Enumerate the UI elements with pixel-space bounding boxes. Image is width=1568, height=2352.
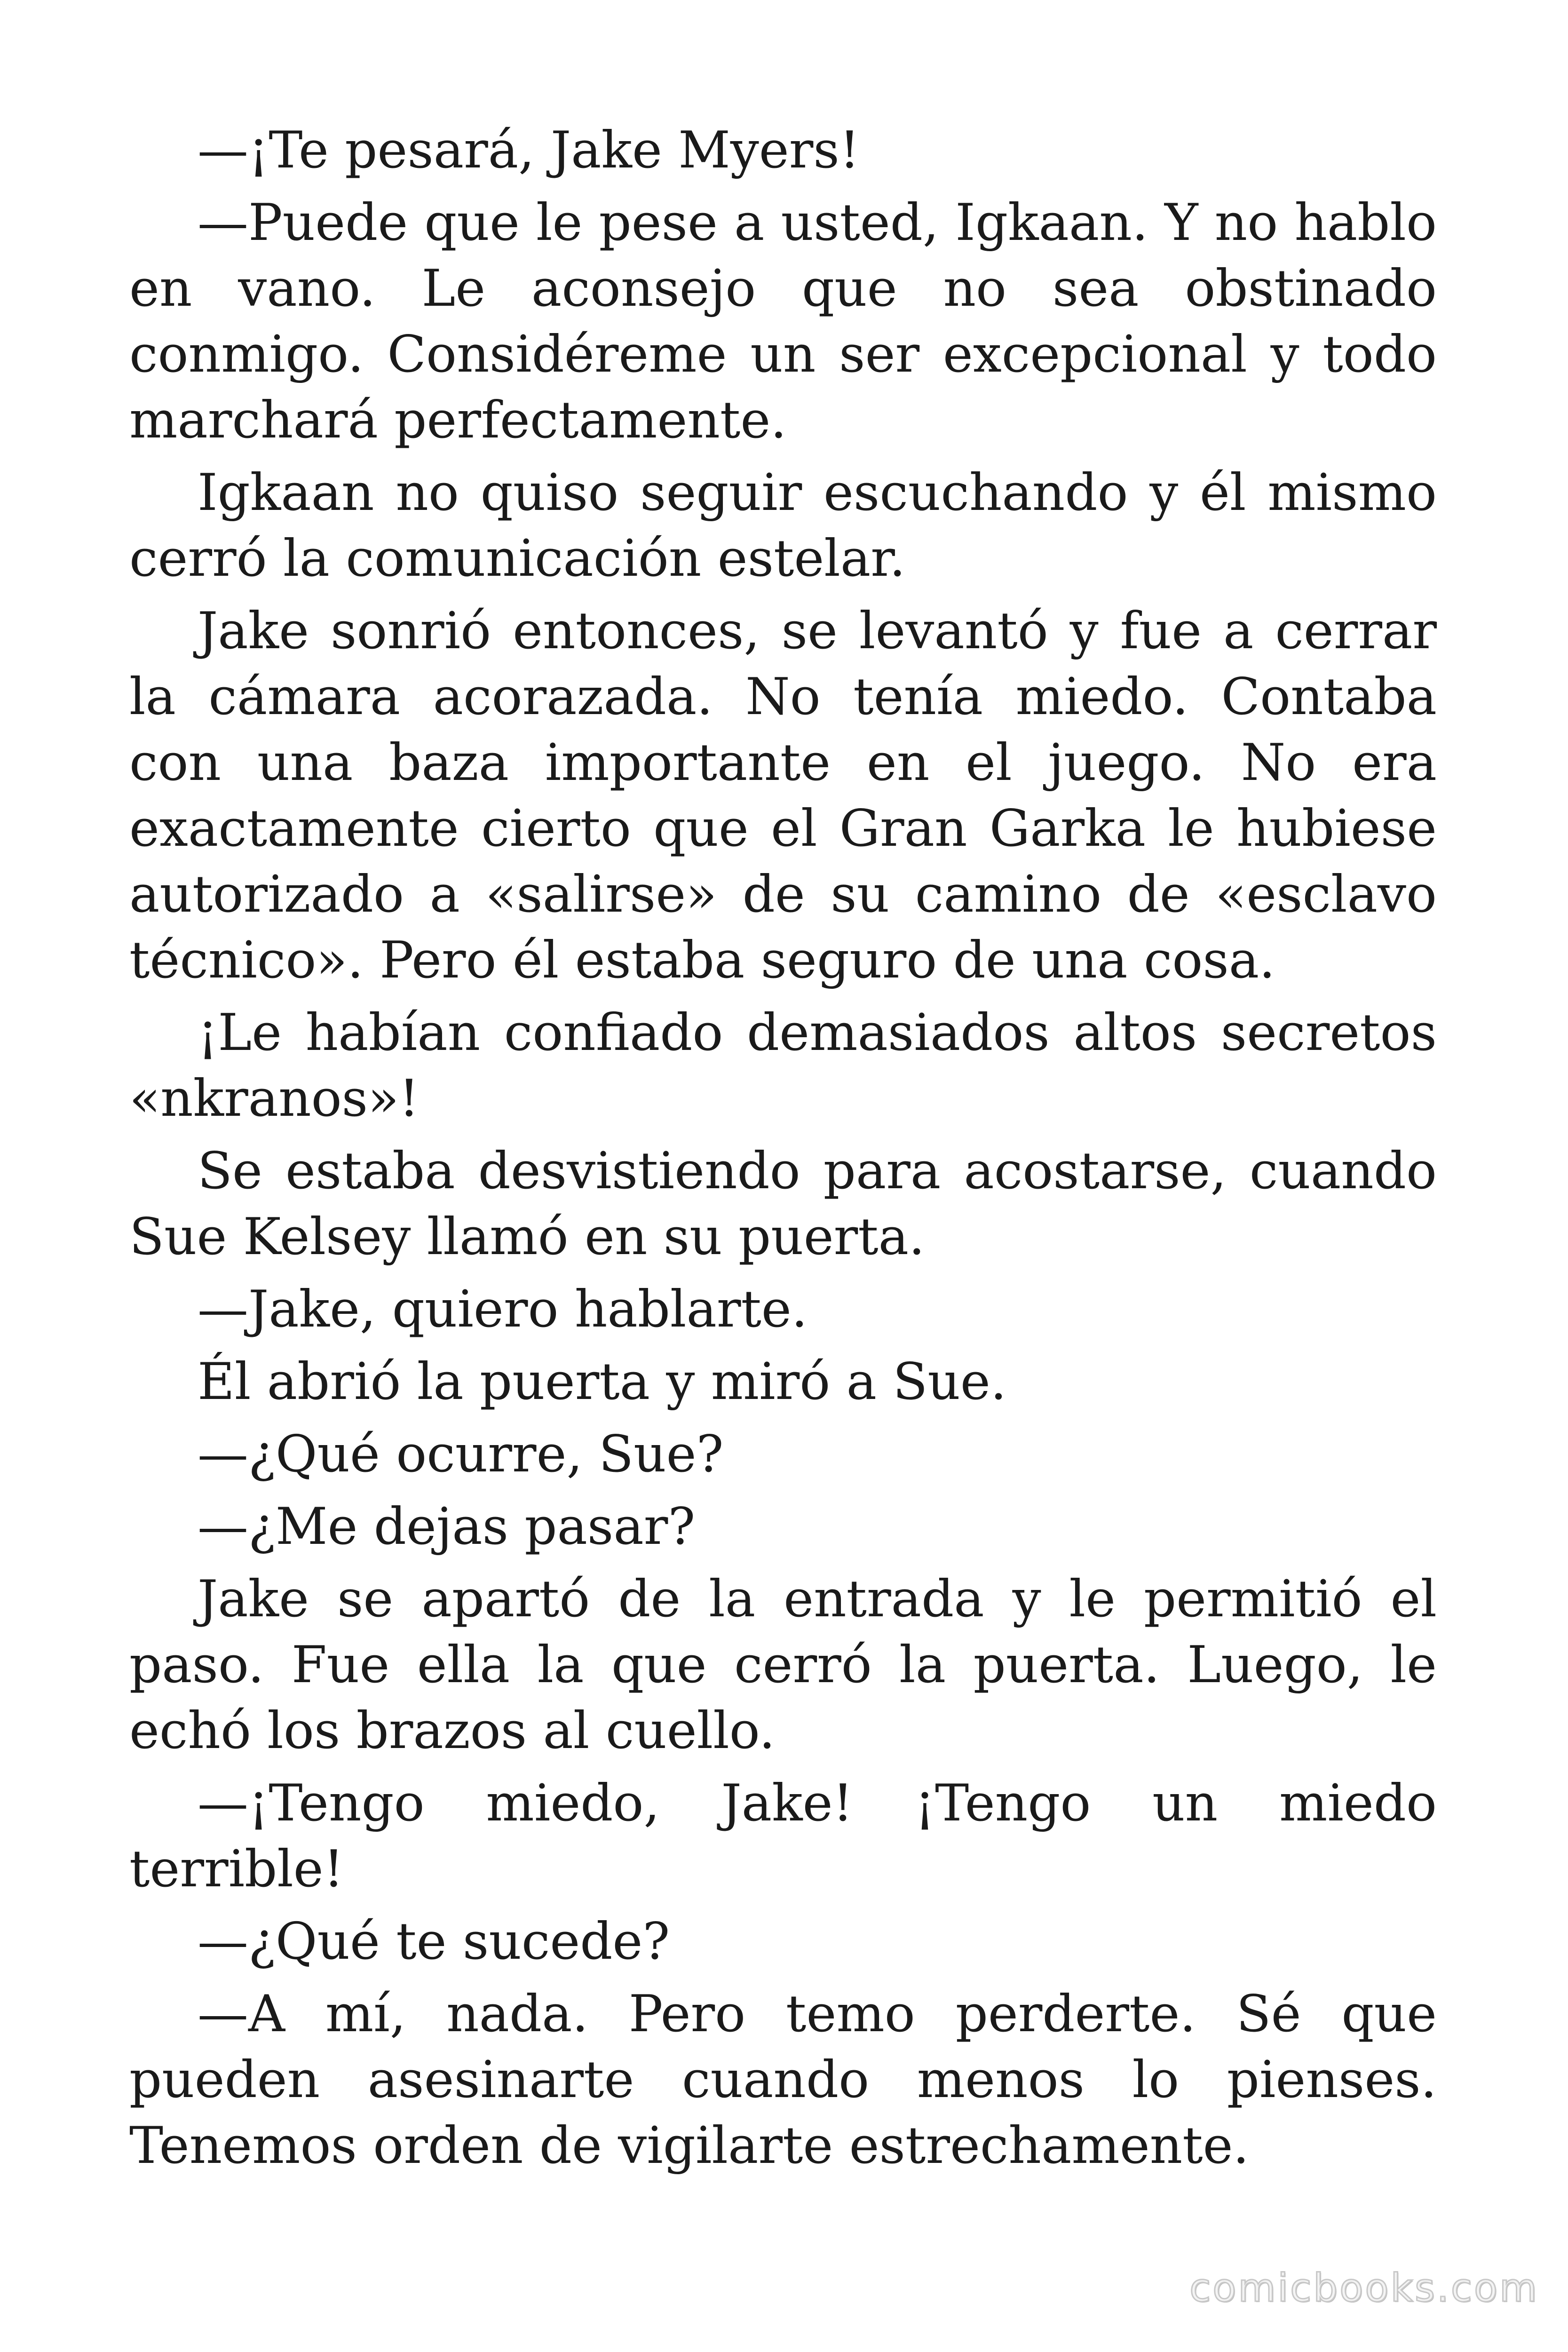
paragraph-8: Él abrió la puerta y miró a Sue. — [198, 1352, 1007, 1411]
paragraph-13: —¿Qué te sucede? — [198, 1912, 670, 1971]
paragraph-11: Jake se apartó de la entrada y le permitió el paso. Fue ella la que cerró la puerta. Luego, le echó los brazos al cuello. — [129, 1570, 1437, 1760]
paragraph-6: Se estaba desvistiendo para acostarse, cuando Sue Kelsey llamó en su puerta. — [129, 1142, 1437, 1266]
paragraph-3: Igkaan no quiso seguir escuchando y él mismo cerró la comunicación estelar. — [129, 463, 1437, 588]
paragraph-1: —¡Te pesará, Jake Myers! — [198, 121, 860, 180]
paragraph-7: —Jake, quiero hablarte. — [198, 1280, 808, 1339]
paragraph-2: —Puede que le pese a usted, Igkaan. Y no hablo en vano. Le aconsejo que no sea obstinado conmigo. Considéreme un ser excepcional y todo marchará perfectamente. — [129, 193, 1437, 450]
paragraph-9: —¿Qué ocurre, Sue? — [198, 1425, 724, 1484]
paragraph-12: —¡Tengo miedo, Jake! ¡Tengo un miedo terrible! — [129, 1774, 1437, 1899]
paragraph-5: ¡Le habían confiado demasiados altos secretos «nkranos»! — [129, 1003, 1437, 1128]
paragraph-14: —A mí, nada. Pero temo perderte. Sé que pueden asesinarte cuando menos lo pienses. Tenemos orden de vigilarte estrechamente. — [129, 1985, 1437, 2175]
paragraph-4: Jake sonrió entonces, se levantó y fue a cerrar la cámara acorazada. No tenía miedo. Contaba con una baza importante en el juego. No era exactamente cierto que el Gran Garka le hubiese autorizado a «salirse» de su camino de «esclavo técnico». Pero él estaba seguro de una cosa. — [129, 602, 1437, 990]
page-text — [129, 118, 1437, 2185]
paragraph-10: —¿Me dejas pasar? — [198, 1497, 696, 1556]
watermark: comicbooks.com — [1189, 2266, 1539, 2311]
